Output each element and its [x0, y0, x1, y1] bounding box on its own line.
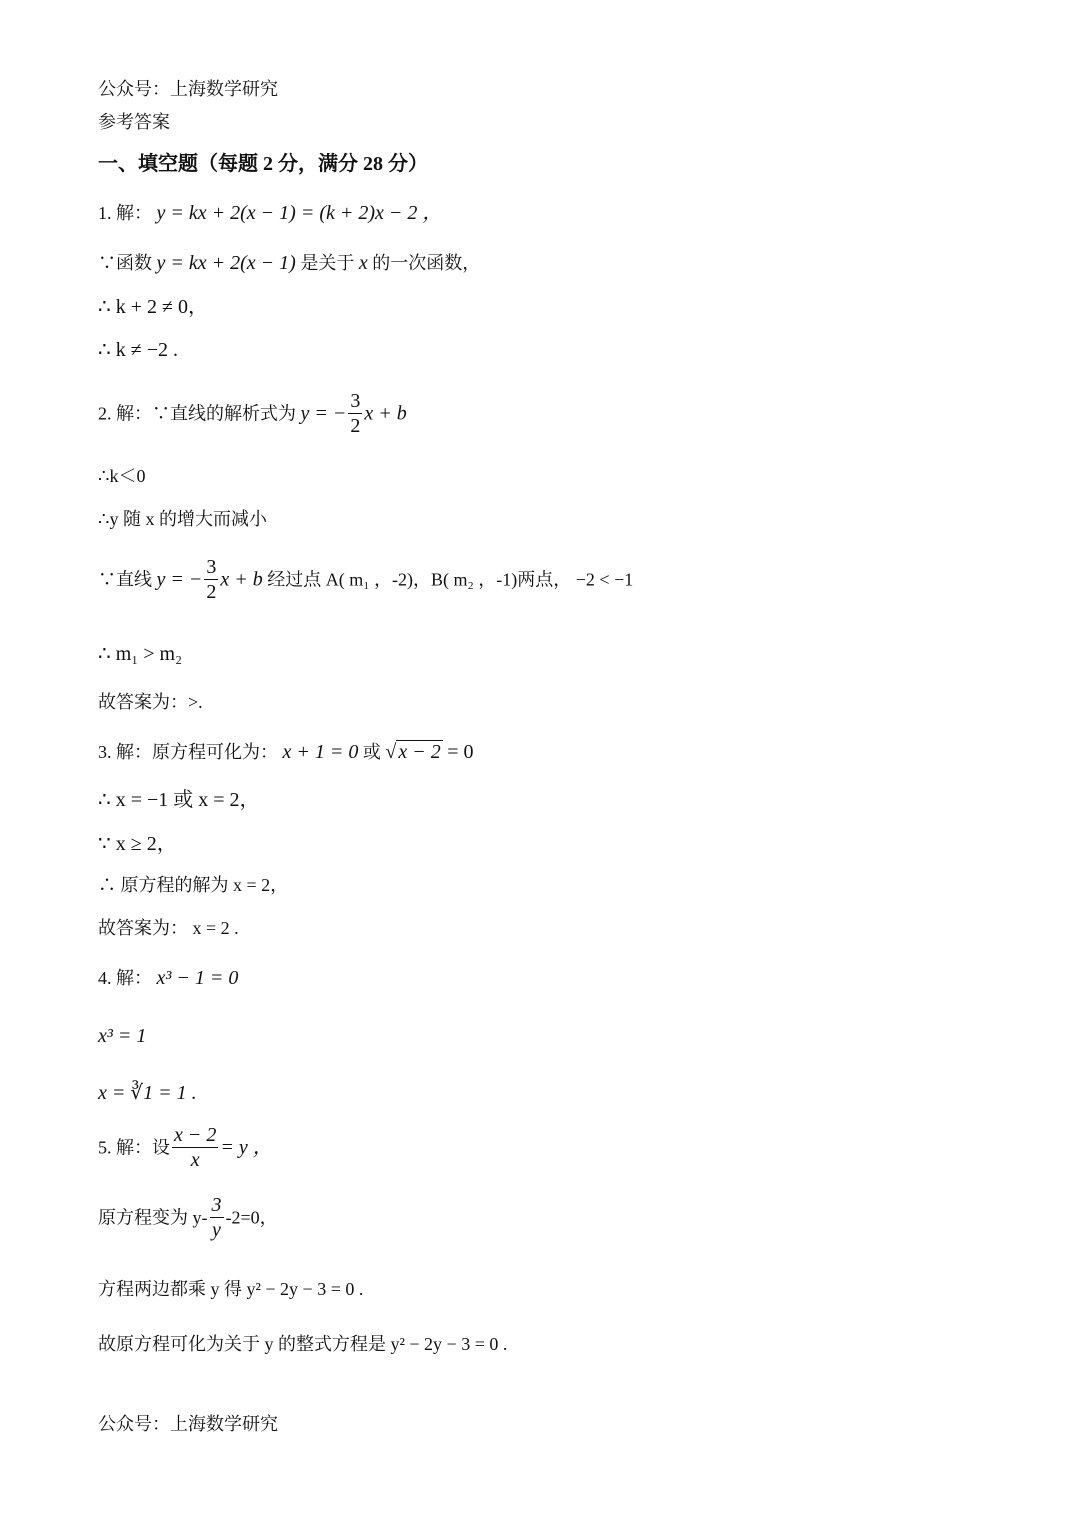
- q5-line3: 方程两边都乘 y 得 y² − 2y − 3 = 0 .: [98, 1279, 364, 1299]
- q5-frac-den: x: [190, 1149, 200, 1171]
- q5-l2-prefix: 原方程变为 y-: [98, 1207, 208, 1228]
- q2-l4-fraction: [204, 556, 218, 603]
- q2-rhs: x + b: [364, 402, 407, 425]
- q3-or: 或: [362, 742, 381, 762]
- q3-eq-a: x + 1 = 0: [282, 741, 359, 763]
- q1-text-a: ∵函数: [98, 253, 152, 273]
- q5-l2-fraction: [210, 1194, 224, 1241]
- q4-line3: x = ∛1 = 1 .: [98, 1082, 197, 1104]
- q2-fraction: [348, 390, 362, 437]
- q4-line1: [98, 968, 238, 988]
- q3-line1: [98, 742, 474, 762]
- q1-var: x: [358, 252, 368, 274]
- q1-prefix: 1. 解：: [98, 203, 152, 223]
- q4-equation: x³ − 1 = 0: [156, 967, 239, 989]
- q2-l4-frac-den: 2: [206, 581, 217, 603]
- q5-prefix: 5. 解：设: [98, 1137, 170, 1158]
- q2-line2: ∴k＜0: [98, 466, 146, 486]
- q2-line3: ∴y 随 x 的增大而减小: [98, 509, 267, 529]
- q2-l4-prefix: ∵直线: [98, 569, 152, 590]
- q5-l2-suffix: -2=0，: [225, 1207, 278, 1228]
- q1-line3: ∴ k + 2 ≠ 0，: [98, 296, 208, 318]
- q3-sqrt-inner: x − 2: [398, 741, 441, 763]
- q2-prefix: 2. 解：∵直线的解析式为: [98, 403, 296, 424]
- q2-l4-rhs: x + b: [220, 568, 263, 591]
- q5-l2-frac-den: y: [212, 1219, 221, 1241]
- q5-line4: 故原方程可化为关于 y 的整式方程是 y² − 2y − 3 = 0 .: [98, 1334, 508, 1354]
- q4-line2: x³ = 1: [98, 1025, 147, 1047]
- q5-line2: [98, 1194, 278, 1241]
- doc-title: 参考答案: [98, 112, 170, 132]
- q5-l2-frac-num: 3: [211, 1194, 222, 1216]
- q3-prefix: 3. 解：原方程可化为：: [98, 742, 278, 762]
- q3-line4: ∴ 原方程的解为 x = 2，: [98, 875, 289, 895]
- q1-line1: [98, 203, 442, 223]
- q3-line5: 故答案为： x = 2 .: [98, 918, 239, 938]
- q2-l4-text: 经过点 A( m₁ ，-2)，B( m₂ ，-1)两点， −2 < −1: [267, 569, 634, 590]
- q3-line2: ∴ x = −1 或 x = 2，: [98, 789, 260, 811]
- q1-text-c: 的一次函数，: [372, 253, 481, 273]
- q5-rhs: = y ，: [220, 1136, 273, 1159]
- q5-frac-num: x − 2: [174, 1124, 217, 1146]
- q2-line5: ∴ m₁ > m₂: [98, 643, 183, 665]
- q2-l4-frac-num: 3: [206, 556, 217, 578]
- q3-sqrt: √ x − 2: [385, 741, 441, 763]
- q1-line4: ∴ k ≠ −2 .: [98, 339, 178, 361]
- q1-equation: y = kx + 2(x − 1) = (k + 2)x − 2 ，: [156, 202, 443, 224]
- q1-line2: [98, 253, 480, 273]
- q2-frac-num: 3: [350, 390, 361, 412]
- q2-line1: [98, 390, 407, 437]
- section-heading: 一、填空题（每题 2 分，满分 28 分）: [98, 153, 428, 175]
- q2-line6: 故答案为：>.: [98, 692, 203, 712]
- footer-source: 公众号：上海数学研究: [98, 1414, 278, 1434]
- q4-prefix: 4. 解：: [98, 968, 152, 988]
- q5-fraction: [172, 1124, 218, 1171]
- q1-text-b: 是关于: [300, 253, 355, 273]
- q1-function: y = kx + 2(x − 1): [156, 252, 296, 274]
- q2-lhs: y = −: [300, 402, 347, 425]
- q5-line1: [98, 1124, 273, 1171]
- q2-l4-lhs: y = −: [156, 568, 203, 591]
- q3-eq-b: = 0: [447, 741, 474, 763]
- q2-frac-den: 2: [350, 415, 361, 437]
- q2-line4: [98, 556, 633, 603]
- source-label: 公众号：上海数学研究: [98, 79, 278, 99]
- q3-line3: ∵ x ≥ 2，: [98, 833, 177, 855]
